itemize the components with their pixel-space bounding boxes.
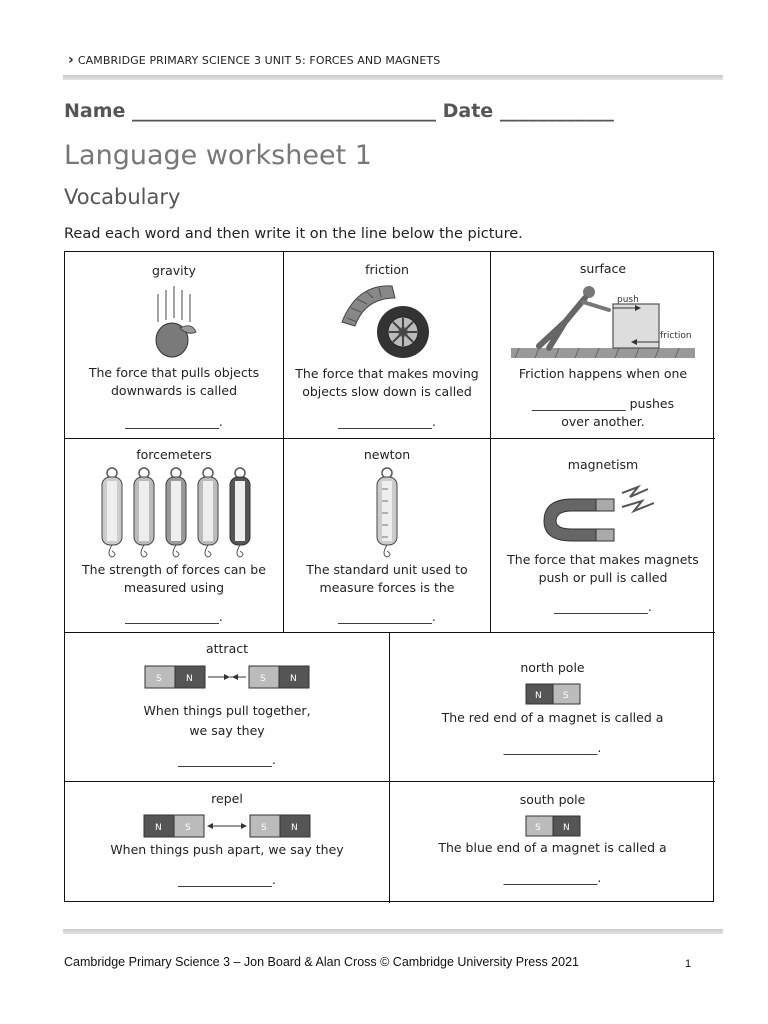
cell-description: Friction happens when one _______________ pushes over another. — [518, 366, 688, 429]
word-label: friction — [365, 262, 409, 277]
answer-blank: _______________. — [125, 609, 223, 624]
south-pole-magnet-icon — [390, 815, 715, 837]
instructions: Read each word and then write it on the line below the picture. — [64, 226, 523, 242]
svg-text:S: S — [260, 674, 266, 684]
section-title: Vocabulary — [64, 185, 181, 209]
running-head — [68, 52, 440, 68]
name-date-line: Name ________________________________ Date ____________ — [64, 100, 614, 122]
word-label: attract — [205, 641, 249, 656]
cell-description: When things push apart, we say they — [110, 842, 344, 857]
answer-blank: _______________. — [178, 872, 276, 887]
cell-south-pole — [390, 782, 715, 903]
cell-friction — [284, 252, 491, 439]
cell-gravity — [65, 252, 284, 439]
cell-description: The force that pulls objects downwards is called — [88, 365, 260, 398]
word-label: south pole — [519, 792, 586, 807]
word-label: forcemeters — [136, 447, 212, 462]
word-label: gravity — [152, 263, 196, 278]
svg-text:S: S — [562, 691, 569, 701]
page-number: 1 — [685, 958, 692, 970]
word-label: surface — [579, 261, 627, 276]
tyre-track-icon — [284, 282, 490, 362]
cell-magnetism — [491, 439, 715, 633]
svg-text:N: N — [186, 674, 193, 684]
cell-description: When things pull together, we say they — [143, 703, 311, 738]
svg-text:S: S — [185, 823, 191, 833]
cell-description: The red end of a magnet is called a — [441, 710, 664, 725]
forcemeters-icon — [65, 467, 283, 559]
answer-blank: _______________. — [125, 414, 223, 429]
cell-surface — [491, 252, 715, 439]
page-title: Language worksheet 1 — [64, 140, 372, 171]
header-divider — [63, 75, 723, 80]
pushing-box-icon — [491, 282, 715, 362]
push-label: push — [617, 295, 639, 305]
cell-attract — [65, 633, 390, 782]
cell-repel — [65, 782, 390, 903]
cell-forcemeters — [65, 439, 284, 633]
footer-credit: Cambridge Primary Science 3 – Jon Board & Alan Cross © Cambridge University Press 2021 — [64, 955, 579, 969]
cell-newton — [284, 439, 491, 633]
cell-north-pole — [390, 633, 715, 782]
running-head-text: CAMBRIDGE PRIMARY SCIENCE 3 UNIT 5: FORCES AND MAGNETS — [77, 54, 441, 67]
north-pole-magnet-icon — [390, 683, 715, 705]
friction-label: friction — [660, 331, 692, 341]
answer-blank: _______________. — [338, 609, 436, 624]
cell-description: The force that makes moving objects slow down is called — [295, 366, 479, 399]
svg-text:N: N — [155, 823, 162, 833]
svg-text:N: N — [562, 823, 570, 833]
word-label: newton — [363, 447, 411, 462]
word-label: magnetism — [567, 457, 639, 472]
cell-description: The force that makes magnets push or pull is called — [507, 552, 699, 585]
word-label: repel — [211, 791, 243, 806]
word-label: north pole — [520, 660, 585, 675]
svg-text:N: N — [534, 691, 542, 701]
answer-blank: _______________. — [338, 414, 436, 429]
answer-blank: _______________. — [554, 599, 652, 614]
attracting-magnets-icon — [65, 665, 389, 689]
footer-divider — [63, 929, 723, 934]
falling-apple-icon — [65, 284, 283, 364]
answer-blank: _______________. — [503, 870, 602, 885]
repelling-magnets-icon — [65, 814, 389, 838]
cell-description: The standard unit used to measure forces is the — [306, 562, 468, 595]
chevron-right-icon: › — [68, 52, 74, 68]
svg-text:S: S — [534, 823, 541, 833]
vocabulary-grid — [64, 251, 714, 902]
horseshoe-magnet-icon — [491, 479, 715, 545]
answer-blank: _______________. — [178, 752, 276, 767]
cell-description: The blue end of a magnet is called a — [438, 840, 667, 855]
svg-text:N: N — [291, 823, 298, 833]
svg-text:S: S — [156, 674, 162, 684]
cell-description: The strength of forces can be measured using — [82, 562, 266, 595]
svg-text:N: N — [290, 674, 297, 684]
answer-blank: _______________. — [503, 740, 602, 755]
svg-text:S: S — [261, 823, 267, 833]
forcemeter-icon — [284, 467, 490, 559]
